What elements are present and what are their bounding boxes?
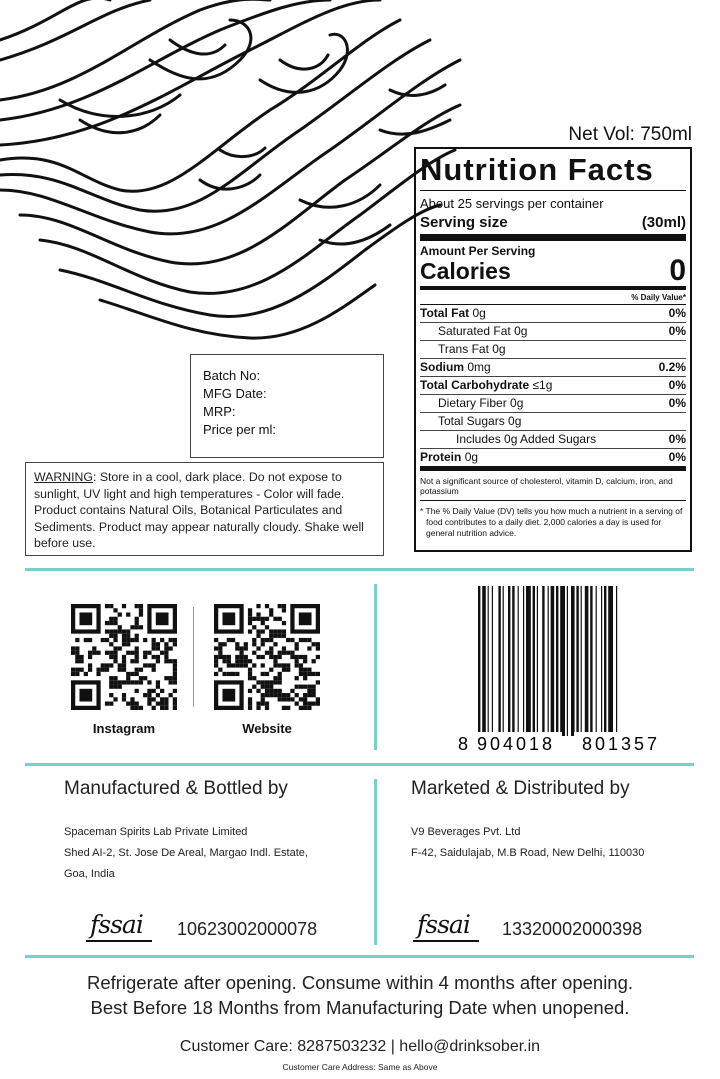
nutrient-row-total-sugars: Total Sugars 0g [420, 413, 686, 431]
decorative-wave-art [0, 0, 470, 340]
barcode-digits-right: 801357 [581, 734, 661, 752]
servings-per-container: About 25 servings per container [420, 196, 604, 211]
nutrient-row-protein: Protein 0g 0% [420, 450, 686, 464]
batch-no-label: Batch No: [203, 368, 261, 383]
nutrient-row-sodium: Sodium 0mg 0.2% [420, 359, 686, 377]
manufacturer-fssai-license: 10623002000078 [177, 919, 318, 939]
warning-box [25, 462, 384, 556]
divider-vertical-lower [374, 779, 377, 945]
divider-top [25, 568, 694, 571]
calories-row [420, 254, 686, 287]
calories-label: Calories [420, 258, 511, 284]
website-label: Website [242, 721, 292, 736]
mrp-label: MRP: [203, 404, 236, 419]
manufacturer-address [64, 822, 308, 885]
amount-per-serving: Amount Per Serving [420, 244, 536, 258]
batch-info-box [190, 354, 384, 458]
fssai-logo: fssai [90, 910, 143, 939]
serving-size-value: (30ml) [641, 214, 686, 231]
instagram-qr-code[interactable] [71, 604, 177, 710]
net-volume: Net Vol: 750ml [568, 124, 692, 145]
nutrient-row-total-fat: Total Fat 0g 0% [420, 305, 686, 323]
nutrition-footnote-daily-value: * The % Daily Value (DV) tells you how much a nutrient in a serving of food contributes to a daily diet. 2,000 calories a day is used for general nutrition advice. [420, 506, 683, 538]
storage-line-2: Best Before 18 Months from Manufacturing Date when unopened. [90, 997, 630, 1018]
customer-care: Customer Care: 8287503232 | hello@drinksober.in [179, 1038, 541, 1055]
fssai-logo: fssai [417, 910, 470, 939]
fssai-logo-underline [86, 940, 152, 942]
nutrition-facts-title: Nutrition Facts [420, 152, 654, 187]
serving-size-row [420, 214, 686, 231]
manufacturer-heading: Manufactured & Bottled by [64, 778, 288, 799]
nutrient-row-added-sugars: Includes 0g Added Sugars 0% [420, 431, 686, 449]
product-barcode [458, 586, 680, 752]
qr-separator [193, 607, 194, 707]
manufacturer-address-line1: Shed AI-2, St. Jose De Areal, Margao Indl. Estate, [64, 847, 308, 859]
marketer-address-line1: F-42, Saidulajab, M.B Road, New Delhi, 110030 [411, 847, 645, 859]
manufacturer-name: Spaceman Spirits Lab Private Limited [64, 826, 248, 838]
divider-bottom [25, 955, 694, 958]
marketer-name: V9 Beverages Pvt. Ltd [411, 826, 521, 838]
website-qr-code[interactable] [214, 604, 320, 710]
mfg-date-label: MFG Date: [203, 386, 267, 401]
divider-middle [25, 763, 694, 766]
customer-care-address: Customer Care Address: Same as Above [282, 1062, 438, 1072]
calories-value: 0 [669, 254, 686, 287]
nutrient-row-trans-fat: Trans Fat 0g [420, 341, 686, 359]
price-per-ml-label: Price per ml: [203, 422, 276, 437]
nutrition-footnote-sources: Not a significant source of cholesterol, vitamin D, calcium, iron, and potassium [420, 471, 686, 501]
marketer-fssai-license: 13320002000398 [502, 919, 643, 939]
marketer-address [411, 822, 644, 864]
manufacturer-address-line2: Goa, India [64, 868, 115, 880]
daily-value-header: % Daily Value* [420, 290, 686, 305]
storage-instructions [0, 970, 720, 1020]
barcode-digit-prefix: 8 [458, 734, 469, 752]
fssai-logo-underline [413, 940, 479, 942]
divider-vertical-upper [374, 584, 377, 750]
warning-text: : Store in a cool, dark place. Do not expose to sunlight, UV light and high temperatures - Color will fade. Product contains Natural Oils, Botanical Particulates and Sediments. Product may appear naturally cloudy. Shake well before use. [34, 470, 364, 550]
nutrition-facts-panel [414, 147, 692, 552]
storage-line-1: Refrigerate after opening. Consume within 4 months after opening. [86, 972, 634, 993]
instagram-label: Instagram [92, 721, 156, 736]
nutrient-row-saturated-fat: Saturated Fat 0g 0% [420, 323, 686, 341]
warning-label: WARNING [34, 470, 93, 484]
nutrient-row-total-carbohydrate: Total Carbohydrate ≤1g 0% [420, 377, 686, 395]
barcode-digits-left: 904018 [476, 734, 556, 752]
nutrient-row-dietary-fiber: Dietary Fiber 0g 0% [420, 395, 686, 413]
marketer-heading: Marketed & Distributed by [411, 778, 630, 799]
serving-size-label: Serving size [420, 214, 508, 231]
